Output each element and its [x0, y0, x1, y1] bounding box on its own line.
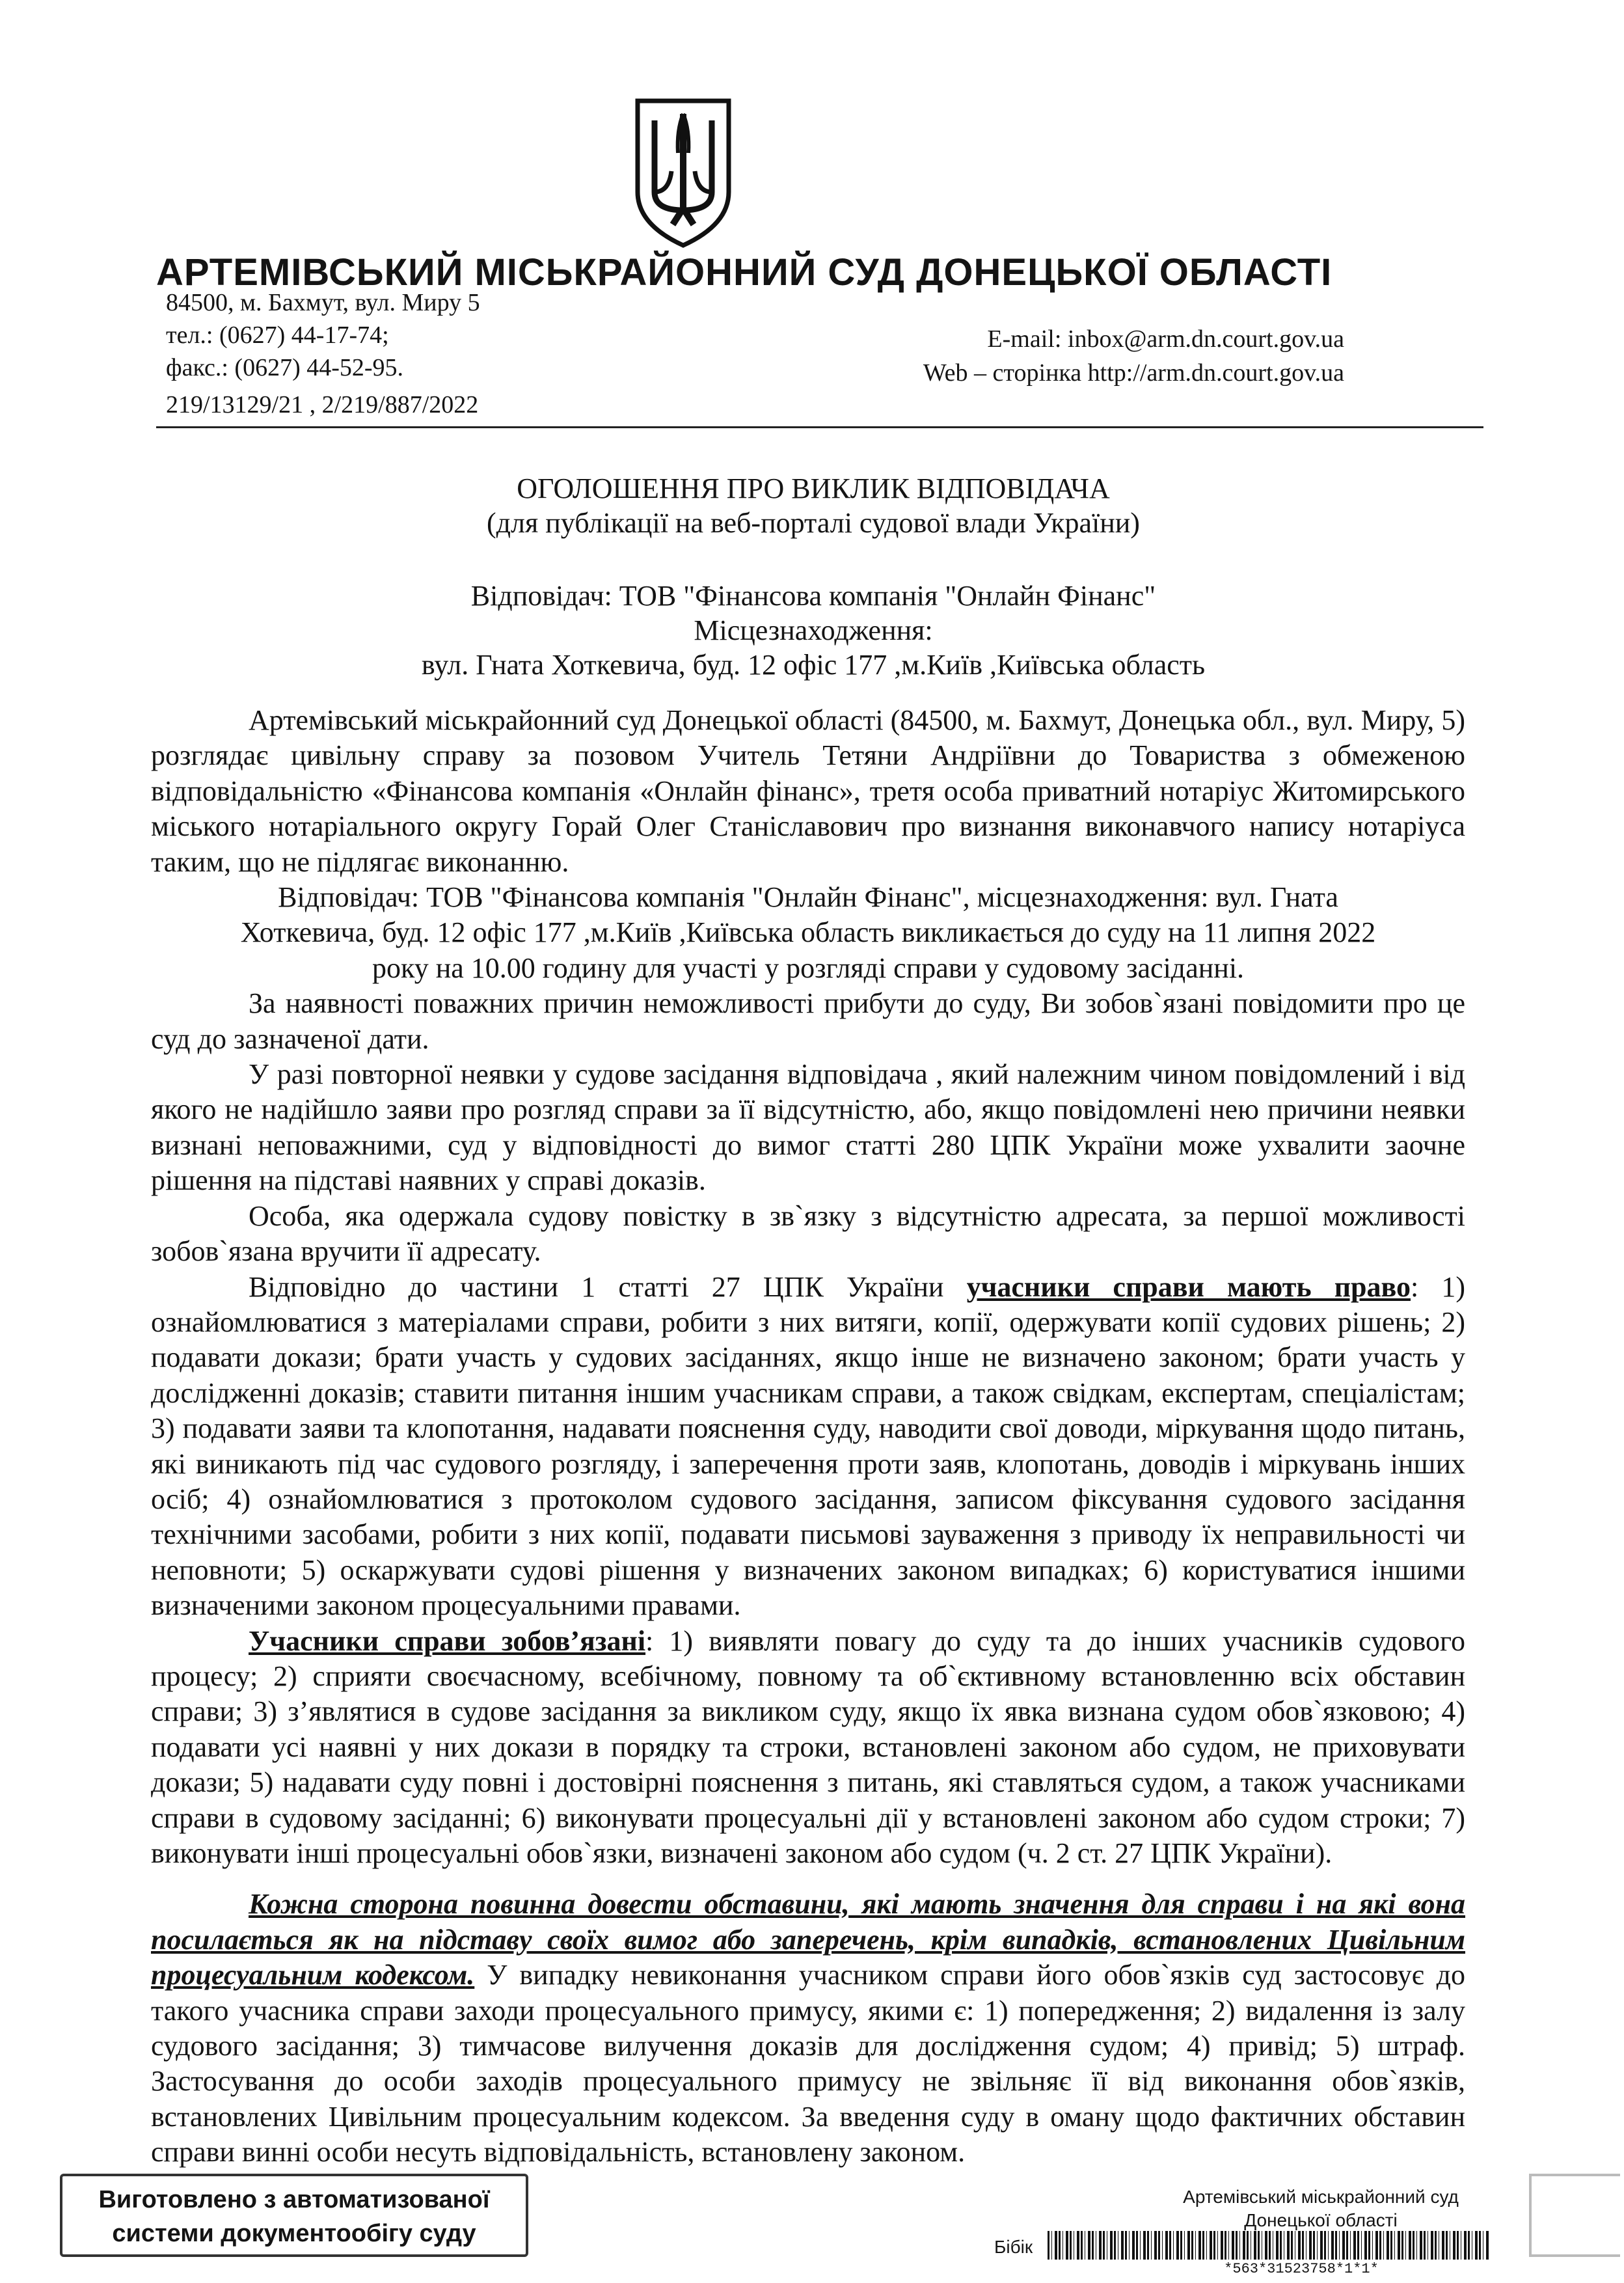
clerk-name: Бібік: [994, 2237, 1033, 2257]
court-phone: тел.: (0627) 44-17-74;: [166, 321, 389, 349]
ukraine-coat-of-arms-icon: [631, 94, 735, 251]
notice-body: [151, 703, 1465, 2170]
valid-reasons-paragraph: За наявності поважних причин неможливості прибути до суду, Ви зобов`язані повідомити про це суд до зазначеної дати.: [151, 987, 1465, 1055]
court-website: Web – сторінка http://arm.dn.court.gov.ua: [923, 359, 1344, 387]
duties-heading: Учасники справи зобов’язані: [249, 1624, 646, 1657]
court-email: E-mail: inbox@arm.dn.court.gov.ua: [987, 325, 1344, 353]
stamp-line-2: системи документообігу суду: [112, 2220, 476, 2247]
summons-delivery-paragraph: Особа, яка одержала судову повістку в зв`язку з відсутністю адресата, за першої можливості зобов`язана вручити її адресату.: [151, 1199, 1465, 1268]
rights-intro: Відповідно до частини 1 статті 27 ЦПК України: [249, 1270, 967, 1303]
defendant-line: Відповідач: ТОВ "Фінансова компанія "Онлайн Фінанс": [470, 580, 1156, 612]
procedural-coercion-text: У випадку невиконання учасником справи його обов`язків суд застосовує до такого учасника справи заходи процесуального примусу, якими є: 1) попередження; 2) видалення із залу судового засідання; 3) тимчасове вилучення доказів для дослідження судом; 4) привід; 5) штраф. Застосування до особи заходів процесуального примусу не звільняє її від виконання обов`язків, встановлених Цивільним процесуальним кодексом. За введення суду в оману щодо фактичних обставин справи винні особи несуть відповідальність, встановлену законом.: [151, 1959, 1465, 2168]
duties-list: : 1) виявляти повагу до суду та до інших учасників судового процесу; 2) сприяти своєчасному, всебічному, повному та об`єктивному встановленню всіх обставин справи; 3) з’являтися в судове засідання за викликом суду, якщо їх явка визнана судом обов`язковою; 4) подавати усі наявні у них докази в порядку та строки, встановлені законом або судом, не приховувати докази; 5) надавати суду повні і достовірні пояснення з питань, які ставляться судом, а також учасниками справи в судовому засіданні; 6) виконувати процесуальні дії у встановлені законом або судом строки; 7) виконувати інші процесуальні обов`язки, визначені законом або судом (ч. 2 ст. 27 ЦПК України).: [151, 1624, 1465, 1869]
document-barcode: [1048, 2231, 1490, 2260]
footer-court-line-1: Артемівський міськрайонний суд: [1183, 2187, 1459, 2207]
court-name: АРТЕМІВСЬКИЙ МІСЬКРАЙОННИЙ СУД ДОНЕЦЬКОЇ ОБЛАСТІ: [156, 251, 1333, 294]
participants-duties-paragraph: [151, 1624, 1465, 1872]
burden-of-proof-paragraph: [151, 1887, 1465, 2170]
court-fax: факс.: (0627) 44-52-95.: [166, 354, 404, 381]
notice-title: ОГОЛОШЕННЯ ПРО ВИКЛИК ВІДПОВІДАЧА: [517, 472, 1110, 504]
court-address: 84500, м. Бахмут, вул. Миру 5: [166, 289, 480, 316]
case-numbers: 219/13129/21 , 2/219/887/2022: [166, 391, 479, 418]
rights-heading: учасники справи мають право: [966, 1270, 1411, 1303]
participants-rights-paragraph: [151, 1270, 1465, 1624]
rights-list: : 1) ознайомлюватися з матеріалами справи, робити з них витяги, копії, одержувати копії судових рішень; 2) подавати докази; брати участь у судових засіданнях, якщо інше не визначено законом; брати участь у дослідженні доказів; ставити питання іншим учасникам справи, а також свідкам, експертам, спеціалістам; 3) подавати заяви та клопотання, надавати пояснення суду, наводити свої доводи, міркування щодо питань, які виникають під час судового розгляду, і заперечення проти заяв, клопотань, доводів і міркувань інших осіб; 4) ознайомлюватися з протоколом судового засідання, записом фіксування судового засідання технічними засобами, робити з них копії, подавати письмові зауваження з приводу їх неправильності чи неповноти; 5) оскаржувати судові рішення у визначених законом випадках; 6) користуватися іншими визначеними законом процесуальними правами.: [151, 1270, 1465, 1622]
court-online-contacts: [923, 322, 1344, 390]
summons-line-3: року на 10.00 годину для участі у розгляді справи у судовому засіданні.: [372, 951, 1245, 984]
footer-court-line-2: Донецької області: [1244, 2210, 1398, 2230]
case-description-paragraph: Артемівський міськрайонний суд Донецької області (84500, м. Бахмут, Донецька обл., вул. Миру, 5) розглядає цивільну справу за позовом Учитель Тетяни Андріївни до Товариства з обмеженою відповідальністю «Фінансова компанія «Онлайн фінанс», третя особа приватний нотаріус Житомирського міського нотаріального округу Горай Олег Станіславович про визнання виконавчого напису нотаріуса таким, що не підлягає виконанню.: [151, 704, 1465, 878]
location-label: Місцезнаходження:: [694, 614, 933, 646]
notice-subtitle: (для публікації на веб-порталі судової влади України): [487, 507, 1140, 539]
barcode-number: *563*31523758*1*1*: [1224, 2261, 1379, 2277]
stamp-line-1: Виготовлено з автоматизованої: [98, 2186, 490, 2213]
default-judgment-paragraph: У разі повторної неявки у судове засідання відповідача , який належним чином повідомлений і від якого не надійшло заяви про розгляд справи за її відсутністю, або, якщо повідомлені нею причини неявки визнані неповажними, суд у відповідності до вимог статті 280 ЦПК України може ухвалити заочне рішення на підставі наявних у справі доказів.: [151, 1058, 1465, 1197]
defendant-address: вул. Гната Хоткевича, буд. 12 офіс 177 ,м.Київ ,Київська область: [421, 649, 1206, 681]
stamp-fragment: [1529, 2174, 1620, 2257]
document-system-stamp: [60, 2174, 528, 2257]
header-divider: [156, 426, 1483, 428]
burden-of-proof-statement: Кожна сторона повинна довести обставини, які мають значення для справи і на які вона посилається як на підставу своїх вимог або заперечень, крім випадків, встановлених Цивільним процесуальним кодексом.: [151, 1888, 1465, 1991]
court-contacts: [166, 286, 480, 384]
footer-court-name: [1158, 2185, 1483, 2232]
summons-line-2: Хоткевича, буд. 12 офіс 177 ,м.Київ ,Київська область викликається до суду на 11 липня 2022: [240, 916, 1376, 949]
summons-line-1: Відповідач: ТОВ "Фінансова компанія "Онлайн Фінанс", місцезнаходження: вул. Гната: [278, 881, 1338, 914]
